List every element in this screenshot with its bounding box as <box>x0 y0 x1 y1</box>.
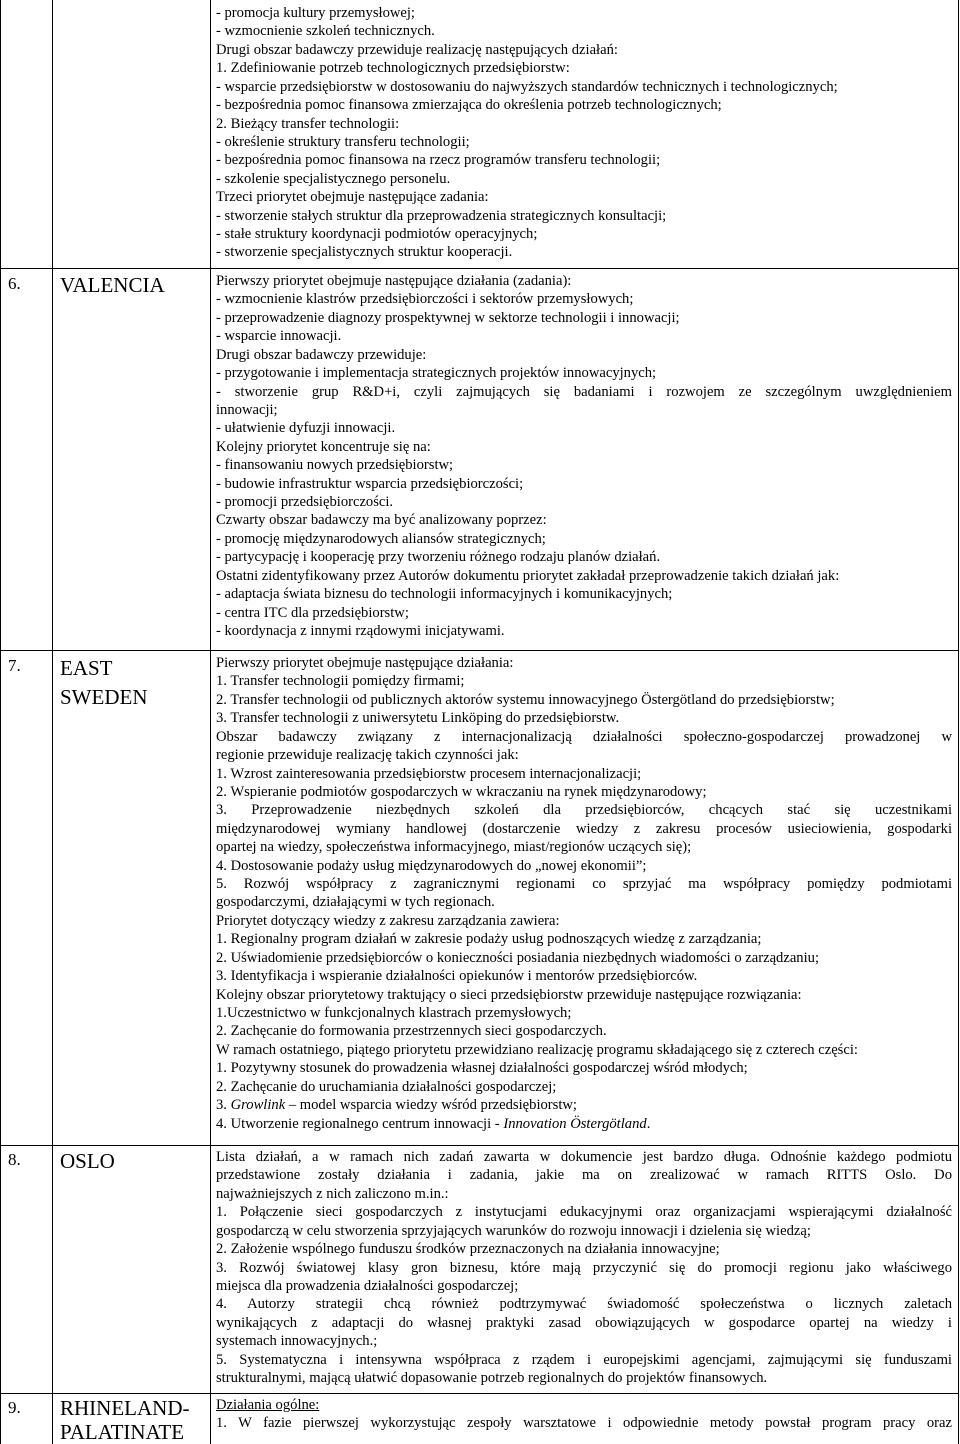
content-line <box>216 728 952 746</box>
content-line <box>216 346 952 364</box>
content-line <box>216 820 952 838</box>
line-text: 1. Regionalny program działań w zakresie podaży usług podnoszących wiedzę z zarządzania; <box>216 931 762 948</box>
line-text: 3. Przeprowadzenie niezbędnych szkoleń dla przedsiębiorców, chcących stać się uczestnikami <box>216 802 952 819</box>
line-text: 2. Zachęcanie do uruchamiania działalności gospodarczej; <box>216 1078 557 1095</box>
line-text: 1.Uczestnictwo w funkcjonalnych klastrach przemysłowych; <box>216 1005 572 1022</box>
content-line <box>216 272 952 290</box>
line-text: Drugi obszar badawczy przewiduje realizację następujących działań: <box>216 41 618 58</box>
line-text: - wzmocnienie klastrów przedsiębiorczości i sektorów przemysłowych; <box>216 291 634 308</box>
line-text: - stworzenie stałych struktur dla przeprowadzenia strategicznych konsultacji; <box>216 207 667 224</box>
line-text: - partycypację i kooperację przy tworzeniu różnego rodzaju planów działań. <box>216 549 661 566</box>
content-line <box>216 151 952 169</box>
content-line <box>216 225 952 243</box>
line-text: - wsparcie przedsiębiorstw w dostosowaniu do najwyższych standardów technicznych i technologicznych; <box>216 78 838 95</box>
line-text: 2. Uświadomienie przedsiębiorców o konieczności posiadania niezbędnych wiadomości o zarządzaniu; <box>216 949 819 966</box>
content-line <box>216 857 952 875</box>
line-text: - koordynacja z innymi rządowymi inicjatywami. <box>216 623 505 640</box>
line-text: - stworzenie specjalistycznych struktur kooperacji. <box>216 244 513 261</box>
content-line <box>216 1351 952 1369</box>
line-text: W ramach ostatniego, piątego priorytetu przewidziano realizację programu składającego się z czterech części: <box>216 1041 858 1058</box>
content-line <box>216 188 952 206</box>
content-line <box>216 115 952 133</box>
content-line <box>216 133 952 151</box>
line-text: 2. Transfer technologii od publicznych aktorów systemu innowacyjnego Östergötland do przedsiębiorstw; <box>216 691 835 708</box>
line-text: Trzeci priorytet obejmuje następujące zadania: <box>216 189 489 206</box>
content-line <box>216 1277 952 1295</box>
line-text: regionie przewiduje realizację takich czynności jak: <box>216 747 519 764</box>
content-line <box>216 548 952 566</box>
line-text: - stałe struktury koordynacji podmiotów operacyjnych; <box>216 226 538 243</box>
row-title-line: SWEDEN <box>60 685 148 709</box>
row-divider-6 <box>0 268 959 269</box>
line-text: systemach innowacyjnych.; <box>216 1333 378 1350</box>
line-text: 1. Transfer technologii pomiędzy firmami; <box>216 673 465 690</box>
content-line <box>216 456 952 474</box>
row-title <box>60 1396 205 1444</box>
content-line <box>216 949 952 967</box>
content-line <box>216 930 952 948</box>
line-text: Lista działań, a w ramach nich zadań zawarta w dokumencie jest bardzo długa. Odnośnie każdego podmiotu <box>216 1149 952 1165</box>
content-line <box>216 401 952 419</box>
line-text: opartej na wiedzy, społeczeństwa informacyjnego, miast/regionów uczących się); <box>216 839 692 856</box>
line-text: Ostatni zidentyfikowany przez Autorów dokumentu priorytet zakładał przeprowadzenie takich działań jak: <box>216 567 840 584</box>
line-text: 4. Utworzenie regionalnego centrum innowacji - <box>216 1115 504 1132</box>
line-text: międzynarodowej wymiany handlowej (dostarczenie wiedzy z zakresu procesów usieciowienia, gospodarki <box>216 820 952 837</box>
line-text: 3. Rozwój światowej klasy gron biznesu, które mają przyczynić się do promocji regionu jako właściwego <box>216 1259 952 1276</box>
line-text-rest: – model wsparcia wiedzy wśród przedsiębiorstw; <box>285 1097 577 1114</box>
line-text: - określenie struktury transferu technologii; <box>216 133 470 150</box>
content-line <box>216 419 952 437</box>
line-text: - centra ITC dla przedsiębiorstw; <box>216 604 409 621</box>
row-content <box>216 4 952 262</box>
table-column-divider-1 <box>52 0 53 1444</box>
content-line <box>216 604 952 622</box>
line-text: 2. Wspieranie podmiotów gospodarczych w wkraczaniu na rynek międzynarodowy; <box>216 783 707 800</box>
content-line <box>216 838 952 856</box>
row-title-line: OSLO <box>60 1149 115 1173</box>
content-line <box>216 1314 952 1332</box>
content-line <box>216 1259 952 1277</box>
line-text: Pierwszy priorytet obejmuje następujące działania (zadania): <box>216 273 572 289</box>
content-line <box>216 1148 952 1166</box>
content-line <box>216 1332 952 1350</box>
line-text: Pierwszy priorytet obejmuje następujące działania: <box>216 655 514 671</box>
line-text: - stworzenie grup R&D+i, czyli zajmujących się badaniami i rozwojem ze szczególnym uwzględnieniem <box>216 383 952 400</box>
line-text: - wzmocnienie szkoleń technicznych. <box>216 23 435 40</box>
content-line <box>216 801 952 819</box>
content-line <box>216 585 952 603</box>
line-text: Drugi obszar badawczy przewiduje: <box>216 346 427 363</box>
table-right-border <box>958 0 959 1444</box>
line-text: 1. Wzrost zainteresowania przedsiębiorstw procesem internacjonalizacji; <box>216 765 642 782</box>
row-content <box>216 272 952 640</box>
line-text: 3. Identyfikacja i wspieranie działalności opiekunów i mentorów przedsiębiorców. <box>216 968 698 985</box>
line-text-rest: . <box>646 1115 651 1132</box>
content-line <box>216 475 952 493</box>
row-number: 7. <box>8 656 21 675</box>
content-line <box>216 530 952 548</box>
line-italic-text: Innovation Östergötland <box>503 1115 647 1132</box>
row-title <box>60 272 205 298</box>
row-title-line: EAST <box>60 656 113 680</box>
line-text: - wsparcie innowacji. <box>216 328 342 345</box>
line-text: 4. Dostosowanie podaży usług międzynarodowych do „nowej ekonomii”; <box>216 857 647 874</box>
line-text: - promocji przedsiębiorczości. <box>216 494 394 511</box>
line-text: strukturalnymi, mającą ułatwić dopasowanie potrzeb regionalnych do projektów finansowych. <box>216 1370 768 1387</box>
line-text: gospodarczą w celu stworzenia sprzyjających warunków do rozwoju innowacji i dzielenia się wiedzą; <box>216 1222 811 1239</box>
content-line <box>216 567 952 585</box>
content-line <box>216 709 952 727</box>
line-text: 5. Systematyczna i intensywna współpraca z rządem i europejskimi agencjami, zajmującymi się funduszami <box>216 1351 952 1368</box>
line-text: Działania ogólne: <box>216 1397 320 1413</box>
line-text: - szkolenie specjalistycznego personelu. <box>216 170 451 187</box>
content-line <box>216 912 952 930</box>
content-line <box>216 1004 952 1022</box>
row-divider-8 <box>0 1145 959 1146</box>
line-text: - bezpośrednia pomoc finansowa na rzecz programów transferu technologii; <box>216 152 661 169</box>
row-content <box>216 1148 952 1387</box>
content-line <box>216 746 952 764</box>
row-divider-9 <box>0 1393 959 1394</box>
content-line <box>216 1240 952 1258</box>
content-line <box>216 1078 952 1096</box>
content-line <box>216 41 952 59</box>
content-line <box>216 654 952 672</box>
line-text: - adaptacja świata biznesu do technologii informacyjnych i komunikacyjnych; <box>216 586 673 603</box>
content-line <box>216 1295 952 1313</box>
row-title-line: PALATINATE <box>60 1420 185 1444</box>
content-line <box>216 672 952 690</box>
content-line <box>216 893 952 911</box>
line-text: przedstawione zostały działania i zadania, jakie ma on zrealizować w ramach RITTS Oslo. Do <box>216 1167 952 1184</box>
line-italic-text: Growlink <box>230 1097 286 1114</box>
content-line <box>216 327 952 345</box>
row-number: 6. <box>8 274 21 293</box>
line-text: - przeprowadzenie diagnozy prospektywnej w sektorze technologii i innowacji; <box>216 309 680 326</box>
content-line <box>216 170 952 188</box>
row-title <box>60 1148 205 1174</box>
line-text: 3. <box>216 1097 231 1114</box>
line-text: 1. W fazie pierwszej wykorzystując zespoły warsztatowe i odpowiednie metody powstał program pracy oraz <box>216 1415 952 1432</box>
content-line <box>216 1222 952 1240</box>
line-text: 4. Autorzy strategii chcą również podtrzymywać świadomość społeczeństwa o licznych zaletach <box>216 1296 952 1313</box>
line-text: Priorytet dotyczący wiedzy z zakresu zarządzania zawiera: <box>216 912 560 929</box>
line-text: 1. Połączenie sieci gospodarczych z instytucjami edukacyjnymi oraz organizacjami wspierającymi działalność <box>216 1204 952 1221</box>
content-line <box>216 309 952 327</box>
line-text: innowacji; <box>216 401 278 418</box>
row-title <box>60 654 205 712</box>
content-line <box>216 243 952 261</box>
content-line <box>216 986 952 1004</box>
content-line <box>216 493 952 511</box>
content-line <box>216 622 952 640</box>
content-line <box>216 691 952 709</box>
line-text: 2. Zachęcanie do formowania przestrzennych sieci gospodarczych. <box>216 1023 607 1040</box>
content-line <box>216 59 952 77</box>
content-line <box>216 511 952 529</box>
row-number: 9. <box>8 1398 21 1417</box>
content-line <box>216 1203 952 1221</box>
line-text: Kolejny priorytet koncentruje się na: <box>216 438 431 455</box>
content-line <box>216 783 952 801</box>
line-text: - ułatwienie dyfuzji innowacji. <box>216 420 396 437</box>
row-content <box>216 654 952 1133</box>
content-line <box>216 967 952 985</box>
content-line <box>216 765 952 783</box>
content-line <box>216 4 952 22</box>
content-line <box>216 1041 952 1059</box>
content-line <box>216 1396 952 1414</box>
line-text: miejsca dla prowadzenia działalności gospodarczej; <box>216 1277 519 1294</box>
line-text: 5. Rozwój współpracy z zagranicznymi regionami co sprzyjać ma współpracy pomiędzy podmiotami <box>216 876 952 893</box>
content-line <box>216 207 952 225</box>
row-title-line: RHINELAND- <box>60 1396 190 1420</box>
line-text: 1. Pozytywny stosunek do prowadzenia własnej działalności gospodarczej wśród młodych; <box>216 1060 748 1077</box>
line-text: najważniejszych z nich zaliczono m.in.: <box>216 1185 449 1202</box>
line-text: - promocję międzynarodowych aliansów strategicznych; <box>216 530 546 547</box>
table-column-divider-2 <box>210 0 211 1444</box>
line-text: Kolejny obszar priorytetowy traktujący o sieci przedsiębiorstw przewiduje następujące rozwiązania: <box>216 986 802 1003</box>
row-divider-7 <box>0 650 959 651</box>
line-text: 1. Zdefiniowanie potrzeb technologicznych przedsiębiorstw: <box>216 60 570 77</box>
row-content <box>216 1396 952 1433</box>
line-text: 2. Bieżący transfer technologii: <box>216 115 400 132</box>
line-text: - promocja kultury przemysłowej; <box>216 5 415 21</box>
content-line <box>216 1369 952 1387</box>
line-text: gospodarczymi, działającymi w tych regionach. <box>216 894 495 911</box>
row-number: 8. <box>8 1150 21 1169</box>
content-line <box>216 96 952 114</box>
content-line <box>216 875 952 893</box>
line-text: 3. Transfer technologii z uniwersytetu Linköping do przedsiębiorstw. <box>216 710 620 727</box>
content-line <box>216 22 952 40</box>
line-text: wynikających z adaptacji do własnej praktyki zasad obowiązujących w gospodarce opartej na wiedzy i <box>216 1314 952 1331</box>
content-line <box>216 290 952 308</box>
content-line <box>216 1096 952 1114</box>
content-line <box>216 1166 952 1184</box>
line-text: - bezpośrednia pomoc finansowa zmierzająca do określenia potrzeb technologicznych; <box>216 97 722 114</box>
content-line <box>216 1115 952 1133</box>
line-text: Obszar badawczy związany z internacjonalizacją działalności społeczno-gospodarczej prowadzonej w <box>216 728 952 745</box>
content-line <box>216 1059 952 1077</box>
content-line <box>216 364 952 382</box>
content-line <box>216 1414 952 1432</box>
line-text: - finansowaniu nowych przedsiębiorstw; <box>216 457 454 474</box>
line-text: 2. Założenie wspólnego funduszu środków przeznaczonych na działania innowacyjne; <box>216 1241 720 1258</box>
line-text: Czwarty obszar badawczy ma być analizowany poprzez: <box>216 512 547 529</box>
line-text: - budowie infrastruktur wsparcia przedsiębiorczości; <box>216 475 524 492</box>
content-line <box>216 78 952 96</box>
content-line <box>216 1022 952 1040</box>
line-text: - przygotowanie i implementacja strategicznych projektów innowacyjnych; <box>216 365 657 382</box>
content-line <box>216 1185 952 1203</box>
table-left-border <box>0 0 1 1444</box>
row-title-line: VALENCIA <box>60 273 165 297</box>
content-line <box>216 383 952 401</box>
content-line <box>216 438 952 456</box>
